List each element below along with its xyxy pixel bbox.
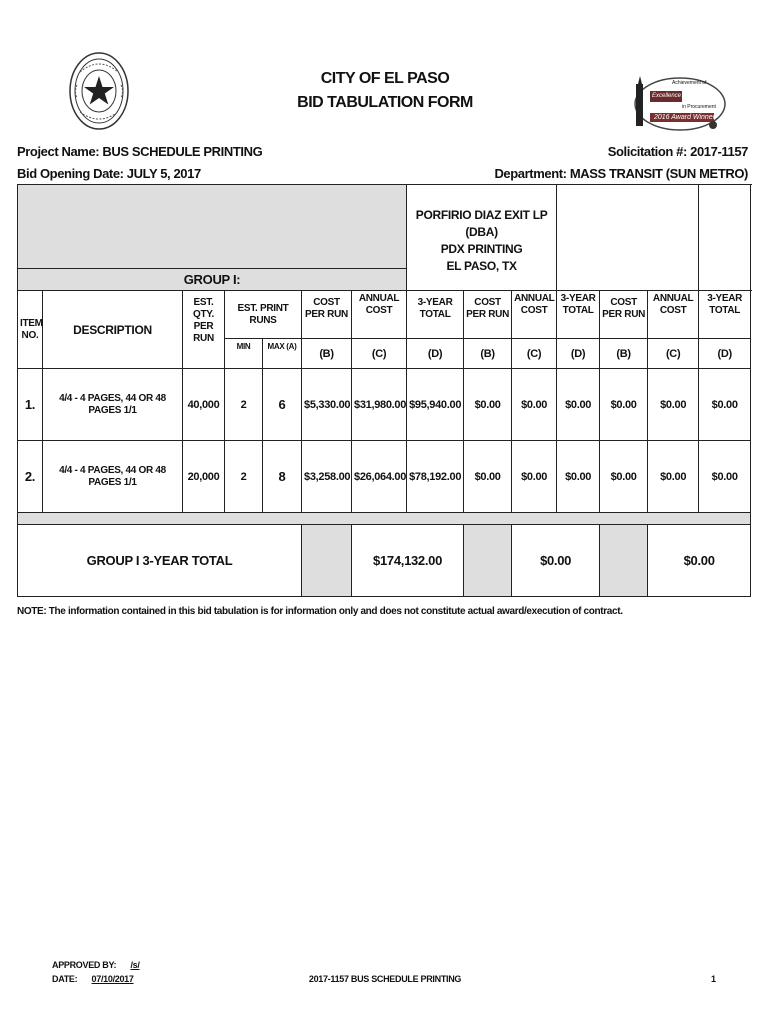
item-annual-cost-3: $0.00 <box>648 369 699 441</box>
group-total-vendor-1: $174,132.00 <box>352 525 464 597</box>
award-winner-logo <box>628 74 728 134</box>
item-max: 8 <box>263 441 302 513</box>
col-c-2: (C) <box>512 339 557 369</box>
item-min: 2 <box>225 441 263 513</box>
vendor-line2: PDX PRINTING <box>440 242 523 256</box>
item-annual-cost-2: $0.00 <box>512 441 557 513</box>
city-seal-icon <box>68 50 130 132</box>
item-3yr-total: $95,940.00 <box>407 369 464 441</box>
item-cost-per-run-3: $0.00 <box>600 369 648 441</box>
item-3yr-total: $78,192.00 <box>407 441 464 513</box>
vendor-name-cell <box>407 185 557 291</box>
group-header-shade <box>18 185 407 269</box>
col-cost-per-run-3: COST PER RUN <box>600 291 648 339</box>
col-c-3: (C) <box>648 339 699 369</box>
col-description: DESCRIPTION <box>43 291 183 369</box>
form-title-line2: BID TABULATION FORM <box>297 94 473 111</box>
item-annual-cost-3: $0.00 <box>648 441 699 513</box>
col-d-3: (D) <box>699 339 751 369</box>
total-shade-3 <box>600 525 648 597</box>
item-qty: 20,000 <box>183 441 225 513</box>
separator-row <box>18 513 751 525</box>
col-est-print-runs: EST. PRINT RUNS <box>225 291 302 339</box>
item-max: 6 <box>263 369 302 441</box>
form-title-line1: CITY OF EL PASO <box>320 70 450 87</box>
bid-tabulation-table <box>17 184 751 597</box>
item-3yr-total-2: $0.00 <box>557 369 600 441</box>
award-logo-line1: Achievement of <box>672 80 707 86</box>
group-total-vendor-2: $0.00 <box>512 525 600 597</box>
col-annual-cost-2: ANNUAL COST <box>512 291 557 339</box>
col-b-2: (B) <box>464 339 512 369</box>
item-3yr-total-3: $0.00 <box>699 441 751 513</box>
item-no: 1. <box>18 369 43 441</box>
date-label: DATE: <box>52 974 78 984</box>
group-total-label: GROUP I 3-YEAR TOTAL <box>18 525 302 597</box>
award-logo-line3: in Procurement <box>682 104 716 110</box>
item-annual-cost: $31,980.00 <box>352 369 407 441</box>
item-no: 2. <box>18 441 43 513</box>
item-cost-per-run-2: $0.00 <box>464 441 512 513</box>
item-qty: 40,000 <box>183 369 225 441</box>
group-label: GROUP I: <box>18 269 407 291</box>
col-3yr-total-2: 3-YEAR TOTAL <box>557 291 600 339</box>
vendor-2-name-cell <box>557 185 699 291</box>
department: Department: MASS TRANSIT (SUN METRO) <box>494 166 748 181</box>
item-description: 4/4 - 4 PAGES, 44 OR 48 PAGES 1/1 <box>43 369 183 441</box>
item-3yr-total-3: $0.00 <box>699 369 751 441</box>
col-c: (C) <box>352 339 407 369</box>
col-min: MIN <box>225 339 263 369</box>
totals-row <box>18 525 751 597</box>
col-d-2: (D) <box>557 339 600 369</box>
col-d: (D) <box>407 339 464 369</box>
col-est-qty: EST. QTY. PER RUN <box>183 291 225 369</box>
item-cost-per-run: $3,258.00 <box>302 441 352 513</box>
approved-by-label: APPROVED BY: <box>52 960 117 970</box>
item-annual-cost: $26,064.00 <box>352 441 407 513</box>
item-annual-cost-2: $0.00 <box>512 369 557 441</box>
vendor-3-name-cell <box>699 185 751 291</box>
col-3yr-total-3: 3-YEAR TOTAL <box>699 291 751 339</box>
table-row <box>18 441 751 513</box>
item-cost-per-run: $5,330.00 <box>302 369 352 441</box>
col-item-no: ITEM NO. <box>18 291 43 369</box>
item-cost-per-run-2: $0.00 <box>464 369 512 441</box>
approved-by <box>52 960 154 970</box>
project-name: Project Name: BUS SCHEDULE PRINTING <box>17 144 263 159</box>
total-shade-1 <box>302 525 352 597</box>
col-b-3: (B) <box>600 339 648 369</box>
item-description: 4/4 - 4 PAGES, 44 OR 48 PAGES 1/1 <box>43 441 183 513</box>
bid-opening-date: Bid Opening Date: JULY 5, 2017 <box>17 166 201 181</box>
col-max: MAX (A) <box>263 339 302 369</box>
date-value: 07/10/2017 <box>91 974 134 984</box>
item-3yr-total-2: $0.00 <box>557 441 600 513</box>
award-logo-line2: Excellence <box>652 93 682 99</box>
item-min: 2 <box>225 369 263 441</box>
vendor-line3: EL PASO, TX <box>446 259 517 273</box>
group-total-vendor-3: $0.00 <box>648 525 751 597</box>
col-cost-per-run: COST PER RUN <box>302 291 352 339</box>
col-annual-cost-3: ANNUAL COST <box>648 291 699 339</box>
table-row <box>18 369 751 441</box>
col-3yr-total: 3-YEAR TOTAL <box>407 291 464 339</box>
col-annual-cost: ANNUAL COST <box>352 291 407 339</box>
vendor-line1: PORFIRIO DIAZ EXIT LP (DBA) <box>415 208 548 239</box>
approved-by-value: /s/ <box>130 960 140 970</box>
page-number: 1 <box>711 974 716 984</box>
total-shade-2 <box>464 525 512 597</box>
document-name: 2017-1157 BUS SCHEDULE PRINTING <box>308 974 462 984</box>
col-cost-per-run-2: COST PER RUN <box>464 291 512 339</box>
disclaimer-note: NOTE: The information contained in this bid tabulation is for information only and does not constitute actual award/execution of contract. <box>17 606 623 617</box>
award-logo-line4: 2016 Award Winner <box>654 114 716 121</box>
item-cost-per-run-3: $0.00 <box>600 441 648 513</box>
col-b: (B) <box>302 339 352 369</box>
solicitation-number: Solicitation #: 2017-1157 <box>607 144 748 159</box>
